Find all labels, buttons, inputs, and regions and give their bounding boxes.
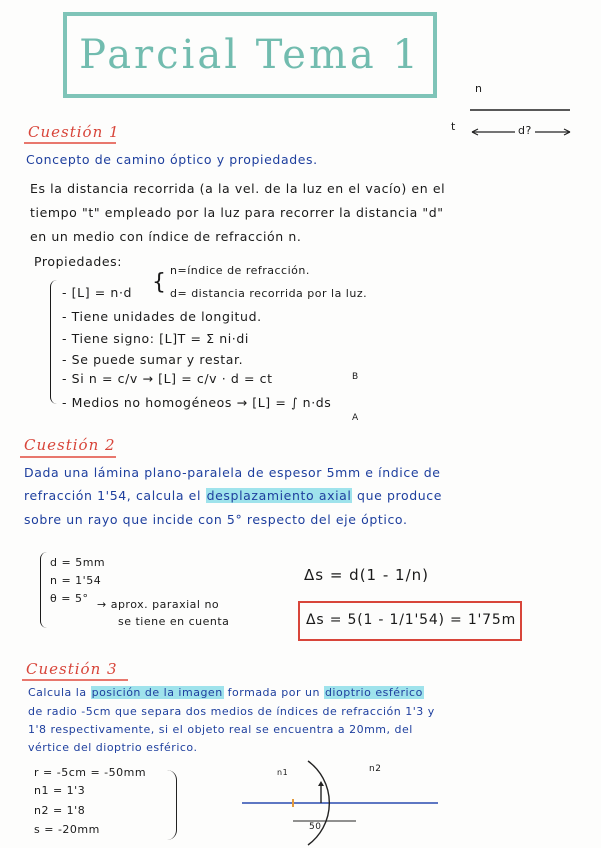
def-d: d= distancia recorrida por la luz. [170,287,368,300]
q3-heading: Cuestión 3 [26,660,118,678]
q3-prompt-line: vértice del dioptrio esférico. [28,741,198,754]
integral-upper: B [352,372,359,382]
q3-data-item: n2 = 1'8 [34,804,86,817]
prop-item: - Tiene unidades de longitud. [62,309,262,324]
q2-heading: Cuestión 2 [24,436,116,454]
q1-prompt: Concepto de camino óptico y propiedades. [26,152,318,167]
diag-n2: n2 [369,764,382,774]
thickness-diagram [440,80,580,150]
q3-data-item: s = -20mm [34,823,100,836]
q3-data-brace [166,770,177,840]
q1-props-label: Propiedades: [34,254,123,269]
diag-distance: 50 [309,822,322,832]
object-arrow-head [318,781,324,786]
corner-n-label: n [475,82,483,95]
q2-prompt-line: Dada una lámina plano-paralela de espesor 5mm e índice de [24,465,441,480]
prop-item: - Si n = c/v → [L] = c/v · d = ct [62,371,273,386]
q2-highlight: desplazamiento axial [206,488,352,503]
q3-highlight: posición de la imagen [91,686,223,699]
dioptre-diagram [230,755,450,848]
corner-t-label: t [451,120,456,133]
prop-item: - Medios no homogéneos → [L] = ∫ n·ds [62,395,332,410]
q2-prompt-line: sobre un rayo que incide con 5° respecto del eje óptico. [24,512,408,527]
diag-n1: n1 [277,768,289,777]
q2-formula: Δs = d(1 - 1/n) [304,566,430,584]
def-n: n=índice de refracción. [170,264,310,277]
q1-answer-line: tiempo "t" empleado por la luz para recorrer la distancia "d" [30,205,444,220]
q2-prompt-line: refracción 1'54, calcula el desplazamiento axial que produce [24,488,443,503]
q3-data-item: r = -5cm = -50mm [34,766,147,779]
prop-item: - Se puede sumar y restar. [62,352,244,367]
q3-prompt-line: Calcula la posición de la imagen formada por un dioptrio esférico [28,686,423,699]
q1-answer-line: en un medio con índice de refracción n. [30,229,302,244]
q2-note: se tiene en cuenta [118,615,230,628]
q2-data-item: d = 5mm [50,556,106,569]
q3-underline [22,679,128,681]
integral-lower: A [352,413,359,423]
corner-d-label: d? [515,124,535,137]
q3-data-item: n1 = 1'3 [34,784,86,797]
q3-prompt-line: 1'8 respectivamente, si el objeto real se encuentra a 20mm, del [28,723,413,736]
q2-data-item: n = 1'54 [50,574,102,587]
q2-data-item: θ = 5° [50,592,89,605]
q2-note: → aprox. paraxial no [97,598,220,611]
def-brace: { [152,270,166,295]
page-title: Parcial Tema 1 [79,32,421,78]
q3-prompt-line: de radio -5cm que separa dos medios de índices de refracción 1'3 y [28,705,435,718]
q2-result: Δs = 5(1 - 1/1'54) = 1'75m [306,612,517,628]
q3-highlight: dioptrio esférico [324,686,423,699]
prop-item: - [L] = n·d [62,285,133,300]
props-brace [50,280,57,404]
q1-heading: Cuestión 1 [28,123,120,141]
q1-underline [24,142,116,144]
q1-answer-line: Es la distancia recorrida (a la vel. de la luz en el vacío) en el [30,181,446,196]
q2-data-brace [40,552,47,628]
prop-item: - Tiene signo: [L]T = Σ ni·di [62,331,249,346]
q2-underline [20,456,116,458]
